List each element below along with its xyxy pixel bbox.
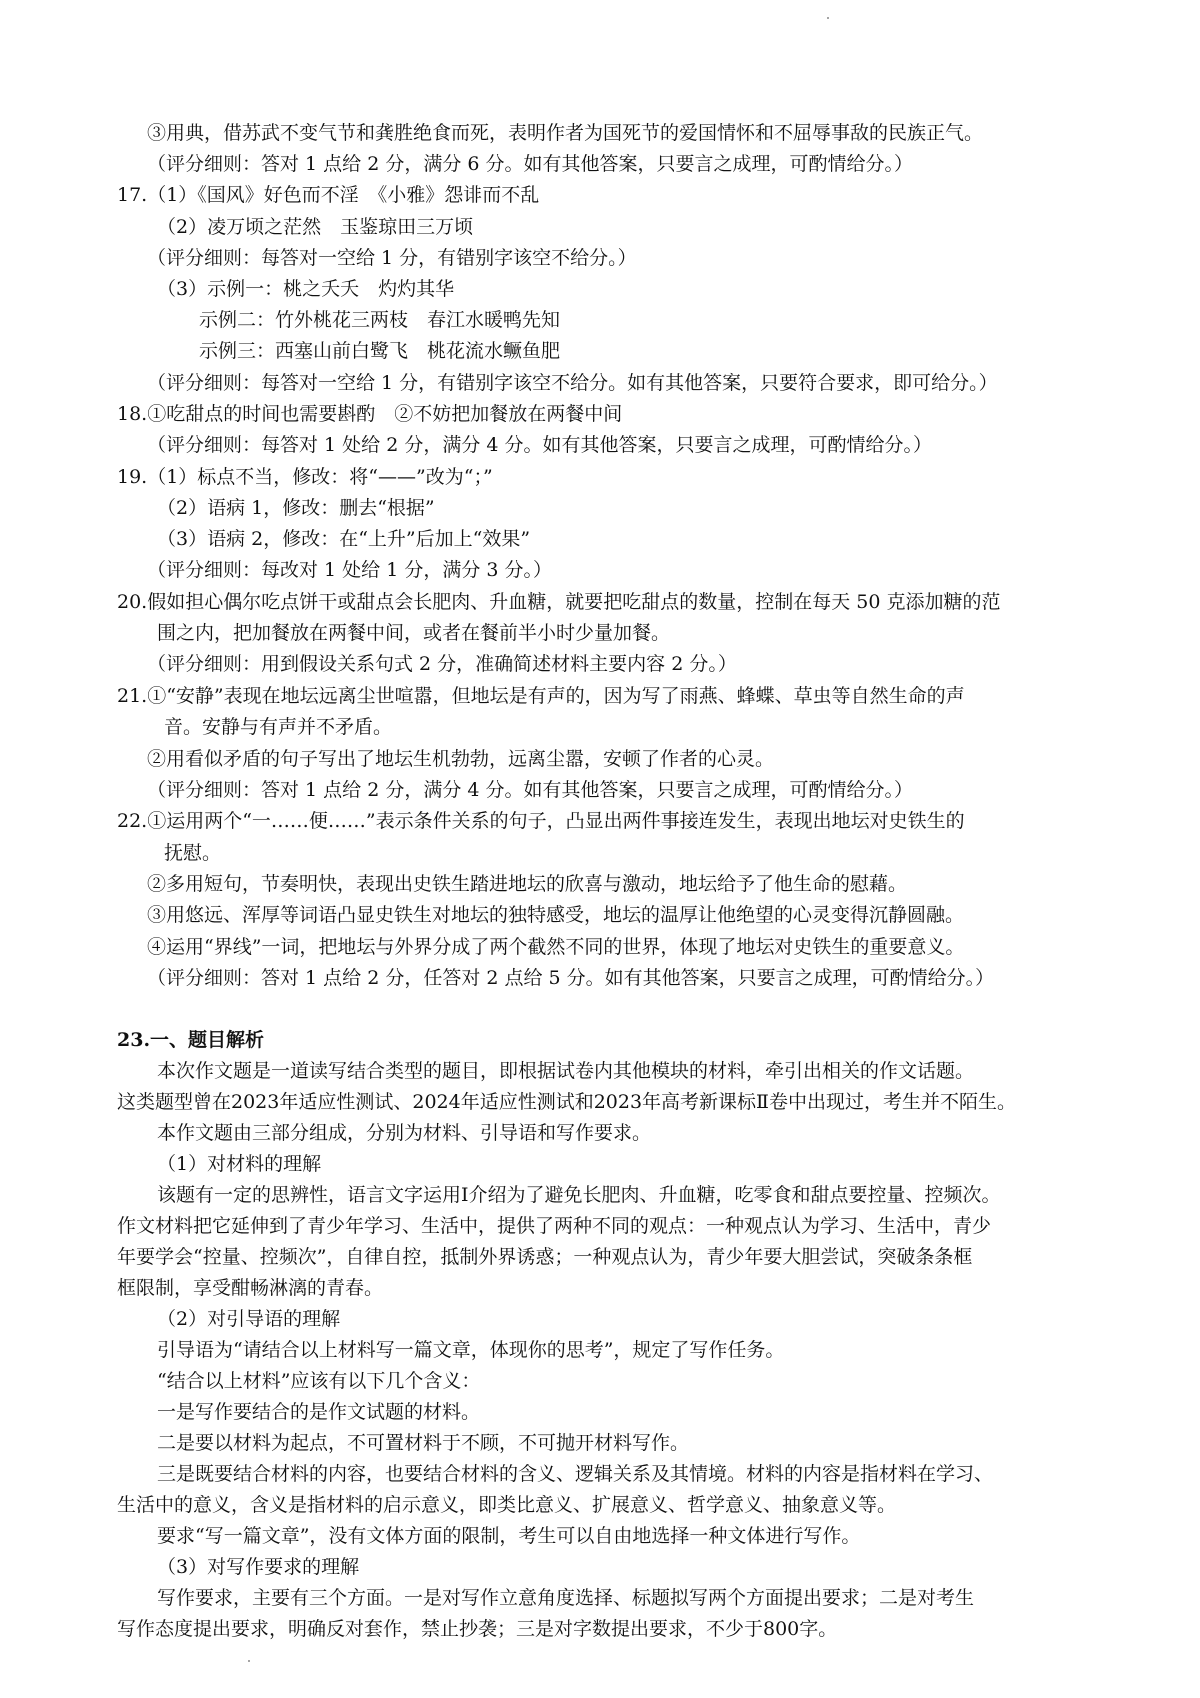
text-line: 示例三：西塞山前白鹭飞 桃花流水鳜鱼肥 — [199, 340, 561, 362]
text-line: 要求“写一篇文章”，没有文体方面的限制，考生可以自由地选择一种文体进行写作。 — [157, 1525, 861, 1547]
text-line: ③用典，借苏武不变气节和龚胜绝食而死，表明作者为国死节的爱国情怀和不屈辱事敌的民族正气。 — [147, 122, 984, 144]
text-line: 这类题型曾在2023年适应性测试、2024年适应性测试和2023年高考新课标Ⅱ卷中出现过，考生并不陌生。 — [117, 1091, 1016, 1113]
text-line: 19.（1）标点不当，修改：将“——”改为“；” — [117, 466, 493, 488]
subheading: （2）对引导语的理解 — [157, 1308, 341, 1330]
text-line: （2）凌万顷之茫然 玉鉴琼田三万顷 — [157, 216, 474, 238]
text-line: ④运用“界线”一词，把地坛与外界分成了两个截然不同的世界，体现了地坛对史铁生的重要意义。 — [147, 936, 965, 958]
scan-speck — [827, 17, 829, 19]
text-line: 该题有一定的思辨性，语言文字运用Ⅰ介绍为了避免长肥肉、升血糖，吃零食和甜点要控量、控频次。 — [157, 1184, 1001, 1206]
text-line: 生活中的意义，含义是指材料的启示意义，即类比意义、扩展意义、哲学意义、抽象意义等。 — [117, 1494, 897, 1516]
subheading: （1）对材料的理解 — [157, 1153, 322, 1175]
text-line: 抚慰。 — [164, 842, 222, 864]
text-line: 21.①“安静”表现在地坛远离尘世喧嚣，但地坛是有声的，因为写了雨燕、蜂蝶、草虫等自然生命的声 — [117, 685, 965, 707]
text-line: 二是要以材料为起点，不可置材料于不顾，不可抛开材料写作。 — [157, 1432, 690, 1454]
text-line: 22.①运用两个“一……便……”表示条件关系的句子，凸显出两件事接连发生，表现出地坛对史铁生的 — [117, 810, 965, 832]
text-line: “结合以上材料”应该有以下几个含义： — [157, 1370, 481, 1392]
section-heading: 23.一、题目解析 — [117, 1029, 265, 1051]
text-line: （3）语病 2，修改：在“上升”后加上“效果” — [157, 528, 531, 550]
text-line: 20.假如担心偶尔吃点饼干或甜点会长肥肉、升血糖，就要把吃甜点的数量，控制在每天 50 克添加糖的范 — [117, 591, 1001, 613]
text-line: 三是既要结合材料的内容，也要结合材料的含义、逻辑关系及其情境。材料的内容是指材料在学习、 — [157, 1463, 994, 1485]
text-line: 示例二：竹外桃花三两枝 春江水暖鸭先知 — [199, 309, 561, 331]
text-line: ②用看似矛盾的句子写出了地坛生机勃勃，远离尘嚣，安顿了作者的心灵。 — [147, 748, 775, 770]
text-line: 写作态度提出要求，明确反对套作，禁止抄袭；三是对字数提出要求，不少于800字。 — [117, 1618, 838, 1640]
text-line: （评分细则：每答对一空给 1 分，有错别字该空不给分。如有其他答案，只要符合要求，即可给分。） — [147, 372, 998, 394]
text-line: ②多用短句，节奏明快，表现出史铁生踏进地坛的欣喜与激动，地坛给予了他生命的慰藉。 — [147, 873, 908, 895]
text-line: 本次作文题是一道读写结合类型的题目，即根据试卷内其他模块的材料，牵引出相关的作文话题。 — [157, 1060, 975, 1082]
text-line: （评分细则：答对 1 点给 2 分，满分 6 分。如有其他答案，只要言之成理，可酌情给分。） — [147, 153, 914, 175]
text-line: 17.（1）《国风》好色而不淫 《小雅》怨诽而不乱 — [117, 184, 540, 206]
scan-speck — [248, 1660, 250, 1662]
text-line: （2）语病 1，修改：删去“根据” — [157, 497, 435, 519]
text-line: （评分细则：每改对 1 处给 1 分，满分 3 分。） — [147, 559, 553, 581]
text-line: 作文材料把它延伸到了青少年学习、生活中，提供了两种不同的观点：一种观点认为学习、生活中，青少 — [117, 1215, 992, 1237]
text-line: 围之内，把加餐放在两餐中间，或者在餐前半小时少量加餐。 — [157, 622, 671, 644]
text-line: （评分细则：答对 1 点给 2 分，满分 4 分。如有其他答案，只要言之成理，可酌情给分。） — [147, 779, 914, 801]
text-line: 引导语为“请结合以上材料写一篇文章，体现你的思考”，规定了写作任务。 — [157, 1339, 785, 1361]
text-line: （评分细则：用到假设关系句式 2 分，准确简述材料主要内容 2 分。） — [147, 653, 737, 675]
text-line: （3）示例一：桃之夭夭 灼灼其华 — [157, 278, 455, 300]
text-line: 本作文题由三部分组成，分别为材料、引导语和写作要求。 — [157, 1122, 652, 1144]
text-line: （评分细则：每答对 1 处给 2 分，满分 4 分。如有其他答案，只要言之成理，可酌情给分。） — [147, 434, 933, 456]
text-line: （评分细则：答对 1 点给 2 分，任答对 2 点给 5 分。如有其他答案，只要言之成理，可酌情给分。） — [147, 967, 995, 989]
text-line: 写作要求，主要有三个方面。一是对写作立意角度选择、标题拟写两个方面提出要求；二是对考生 — [157, 1587, 975, 1609]
text-line: （评分细则：每答对一空给 1 分，有错别字该空不给分。） — [147, 247, 637, 269]
subheading: （3）对写作要求的理解 — [157, 1556, 360, 1578]
text-line: 音。安静与有声并不矛盾。 — [164, 716, 393, 738]
text-line: ③用悠远、浑厚等词语凸显史铁生对地坛的独特感受，地坛的温厚让他绝望的心灵变得沉静圆融。 — [147, 904, 965, 926]
text-line: 一是写作要结合的是作文试题的材料。 — [157, 1401, 481, 1423]
text-line: 18.①吃甜点的时间也需要斟酌 ②不妨把加餐放在两餐中间 — [117, 403, 623, 425]
text-line: 框限制，享受酣畅淋漓的青春。 — [117, 1277, 384, 1299]
text-line: 年要学会“控量、控频次”，自律自控，抵制外界诱惑；一种观点认为，青少年要大胆尝试，突破条条框 — [117, 1246, 973, 1268]
